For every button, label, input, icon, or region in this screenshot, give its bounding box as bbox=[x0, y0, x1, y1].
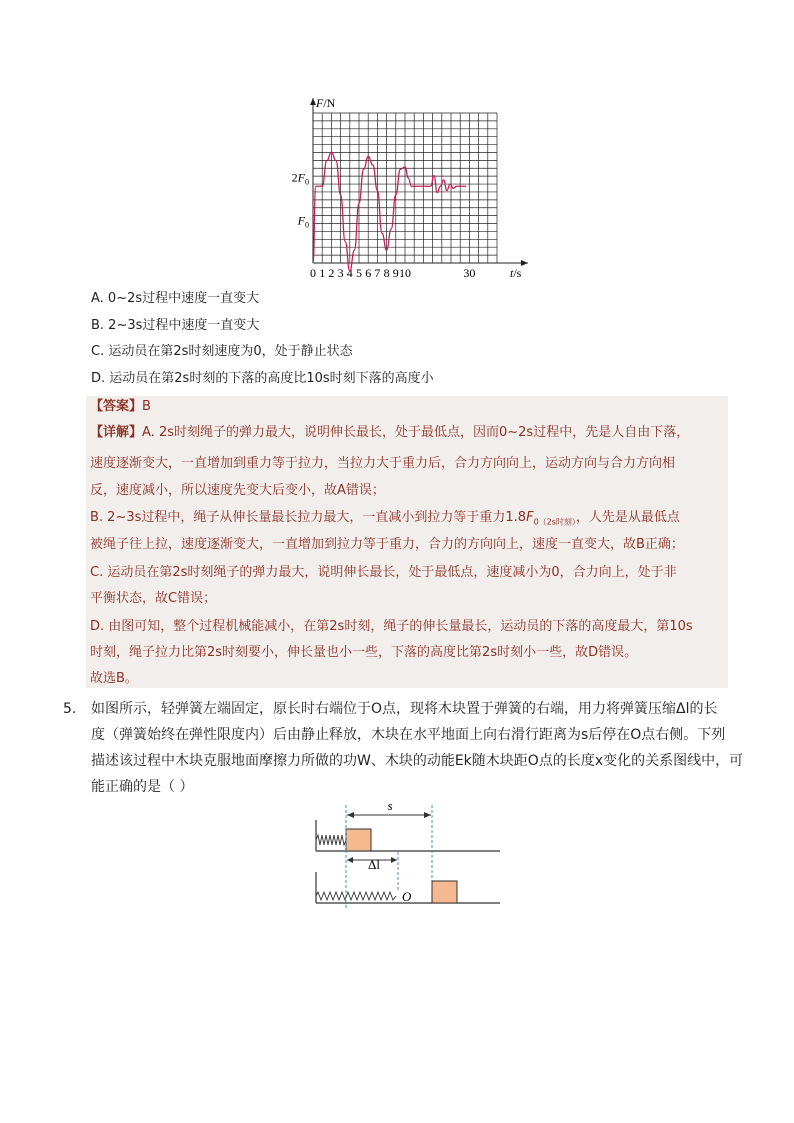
detail-line-1: 【详解】A. 2s时刻绳子的弹力最大，说明伸长最长，处于最低点，因而0~2s过程中，先是人自由下落， bbox=[90, 425, 690, 440]
x-tick-label: 9 bbox=[392, 266, 399, 280]
x-tick-label: 1 bbox=[319, 266, 326, 280]
x-tick-label: 10 bbox=[399, 266, 411, 280]
spring-block-diagram bbox=[310, 800, 510, 910]
s-arrow-right-head bbox=[424, 812, 431, 818]
dl-arrow-left-head bbox=[347, 857, 353, 863]
option-b: B. 2~3s过程中速度一直变大 bbox=[91, 318, 260, 333]
detail-line-10: 故选B。 bbox=[90, 671, 138, 686]
y-axis-label: F/N bbox=[316, 96, 336, 110]
chart-grid bbox=[313, 113, 497, 263]
option-d: D. 运动员在第2s时刻的下落的高度比10s时刻下落的高度小 bbox=[91, 371, 434, 386]
detail-line-2: 速度逐渐变大，一直增加到重力等于拉力，当拉力大于重力后，合力方向向上，运动方向与合力方向相 bbox=[90, 456, 676, 471]
chart-axes bbox=[310, 96, 528, 280]
chart-ticks bbox=[292, 171, 476, 280]
detail-line-9: 时刻，绳子拉力比第2s时刻要小，伸长量也小一些，下落的高度比第2s时刻小一些，故D错误。 bbox=[90, 645, 638, 660]
detail-line-5: 被绳子往上拉，速度逐渐变大，一直增加到拉力等于重力，合力的方向向上，速度一直变大，故B正确； bbox=[90, 537, 684, 552]
question-number: 5. bbox=[63, 701, 77, 717]
x-tick-label: 3 bbox=[337, 266, 344, 280]
detail-line-8: D. 由图可知，整个过程机械能减小，在第2s时刻，绳子的伸长量最长，运动员的下落的高度最大，第10s bbox=[90, 619, 693, 634]
x-tick-label: 2 bbox=[328, 266, 335, 280]
x-tick-label: 7 bbox=[374, 266, 381, 280]
detail-line-6: C. 运动员在第2s时刻绳子的弹力最大，说明伸长最长，处于最低点，速度减小为0，合力向上，处于非 bbox=[90, 565, 677, 580]
x-tick-label: 6 bbox=[365, 266, 372, 280]
force-time-chart bbox=[270, 90, 540, 285]
top-block bbox=[346, 829, 371, 851]
x-tick-label: 8 bbox=[383, 266, 390, 280]
x-tick-label: 0 bbox=[310, 266, 316, 280]
y-tick-label: $F_0$ bbox=[297, 213, 309, 230]
x-tick-label: 5 bbox=[356, 266, 362, 280]
answer-value: B bbox=[142, 399, 151, 414]
option-a: A. 0~2s过程中速度一直变大 bbox=[91, 291, 260, 306]
formula-f0: F bbox=[526, 510, 534, 525]
y-tick-label: $2F_0$ bbox=[291, 170, 309, 187]
question-line-2: 度（弹簧始终在弹性限度内）后由静止释放，木块在水平地面上向右滑行距离为s后停在O点右侧。下列 bbox=[91, 727, 726, 743]
bottom-spring bbox=[316, 892, 396, 900]
s-arrow-left-head bbox=[347, 812, 354, 818]
detail-line-4: B. 2~3s过程中，绳子从伸长量最长拉力最大，一直减小到拉力等于重力$1.8F_{0(2s时刻)}$，人先是从最低点 bbox=[90, 510, 680, 527]
option-c: C. 运动员在第2s时刻速度为0，处于静止状态 bbox=[91, 344, 353, 359]
dl-label: Δl bbox=[368, 857, 380, 872]
dl-arrow-right-head bbox=[391, 857, 397, 863]
x-tick-label: 4 bbox=[346, 266, 353, 280]
question-line-4: 能正确的是（ ） bbox=[91, 779, 194, 795]
top-spring bbox=[316, 835, 346, 845]
s-label: s bbox=[387, 800, 393, 813]
x-tick-label: 30 bbox=[463, 266, 476, 280]
force-curve bbox=[313, 152, 466, 271]
answer-label: 【答案】 bbox=[90, 399, 143, 414]
question-line-3: 描述该过程中木块克服地面摩擦力所做的功W、木块的动能Ek随木块距O点的长度x变化的关系图线中，可 bbox=[91, 753, 744, 769]
x-axis-arrow bbox=[521, 260, 528, 266]
answer-line bbox=[90, 399, 151, 415]
detail-label: 【详解】 bbox=[90, 425, 143, 440]
bottom-block bbox=[432, 881, 457, 903]
x-axis-label: t/s bbox=[510, 266, 522, 280]
detail-line-7: 平衡状态，故C错误； bbox=[90, 591, 217, 606]
question-line-1: 如图所示，轻弹簧左端固定，原长时右端位于O点，现将木块置于弹簧的右端，用力将弹簧压缩Δl的长 bbox=[91, 701, 718, 717]
o-label: O bbox=[402, 889, 412, 904]
detail-line-3: 反，速度减小，所以速度先变大后变小，故A错误； bbox=[90, 483, 385, 498]
